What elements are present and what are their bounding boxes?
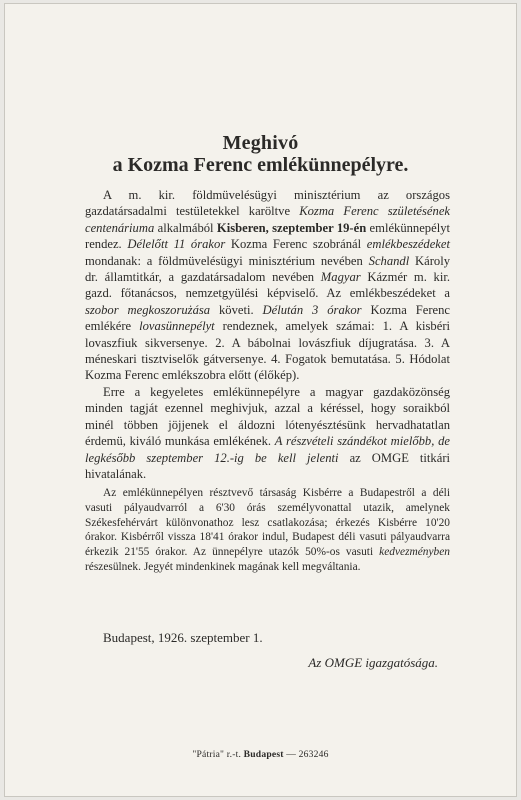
italic-phrase: kedvezményben — [379, 546, 450, 559]
text-run: "Pátria" r.-t. — [192, 749, 244, 760]
text-run: követi. — [210, 302, 263, 317]
paragraph-program — [85, 187, 450, 384]
text-run: Erre a kegyeletes emlékünnepélyre a magyar gazdaközönség minden tagját ezennel meghivjuk, azzal a kéréssel, hogy soraikból minél többen jöjjenek el áldozni lótenyésztésünk hervadhatatlan érdemü, kiváló munkása emlékének. — [85, 384, 450, 449]
invitation-sheet — [4, 3, 517, 797]
bold-phrase: Budapest — [243, 749, 284, 760]
paragraph-invitation — [85, 384, 450, 482]
text-run: Az emlékünnepélyen résztvevő társaság Kisbérre a Budapestről a déli vasuti pályaudvarról a 6'30 órás személyvonattal utazik, amelynek Székesfehérvárt különvonathoz lesz csatlakozása; érkezés Kisbérre 10'20 órakor. Kisbérről vissza 18'41 órakor indul, Budapest déli vasuti pályaudvarra érkezik 21'55 órakor. Az ünnepélyre utazók 50%-os vasuti — [85, 487, 450, 559]
italic-phrase: Délelőtt 11 órakor — [127, 237, 226, 252]
text-run: — 263246 — [283, 749, 329, 760]
italic-phrase: A részvételi szándékot mielőbb, de legkésőbb szeptember 12.-ig be kell jelenti — [85, 434, 450, 465]
italic-phrase: lovasünnepélyt — [139, 319, 215, 334]
signature: Az OMGE igazgatósága. — [308, 655, 438, 670]
text-run: részesülnek. Jegyét mindenkinek magának kell megváltania. — [85, 560, 361, 573]
text-run: Károly dr. államtitkár, a gazdatársadalom nevében — [85, 253, 450, 285]
title-meghivo: Meghivó — [222, 132, 299, 154]
text-run: mondanak: a földmüvelésügyi minisztérium nevében — [85, 253, 369, 268]
body-text — [85, 187, 450, 575]
italic-phrase: Schandl — [368, 253, 410, 268]
text-run: A m. kir. földmüvelésügyi minisztérium az országos gazdatársadalmi testületekkel karöltve — [85, 188, 450, 219]
bold-phrase: Kisberen, szeptember 19-én — [216, 220, 367, 235]
italic-phrase: szobor megkoszorużása — [85, 302, 211, 317]
italic-phrase: emlékbeszédeket — [366, 237, 450, 252]
italic-phrase: Magyar — [320, 270, 361, 285]
text-run: emlékünnepélyt rendez. — [85, 220, 450, 252]
printer-imprint — [5, 749, 516, 760]
italic-phrase: Kozma Ferenc születésének centenáriuma — [85, 204, 450, 235]
text-run: Kozma Ferenc emlékére — [85, 302, 450, 334]
paragraph-travel — [85, 486, 450, 574]
text-run: az OMGE titkári hivatalának. — [85, 450, 451, 481]
italic-phrase: Délután 3 órakor — [262, 302, 362, 317]
text-run: Kázmér m. kir. gazd. főtanácsos, nemzetgyülési képviselő. Az emlékbeszédeket a — [85, 270, 451, 301]
date-line: Budapest, 1926. szeptember 1. — [103, 630, 263, 645]
text-run: Kozma Ferenc szobránál — [225, 237, 367, 252]
text-run: alkalmából — [154, 220, 217, 235]
title-subject: a Kozma Ferenc emlékünnepélyre. — [112, 154, 409, 176]
text-run: rendeznek, amelyek számai: 1. A kisbéri lovaszfiuk sikversenye. 2. A bábolnai lovászfiuk díjugratása. 3. A méneskari tisztviselők gátversenye. 4. Fogatok bemutatása. 5. Hódolat Kozma Ferenc emlékszobra előtt (élőkép). — [85, 319, 451, 383]
